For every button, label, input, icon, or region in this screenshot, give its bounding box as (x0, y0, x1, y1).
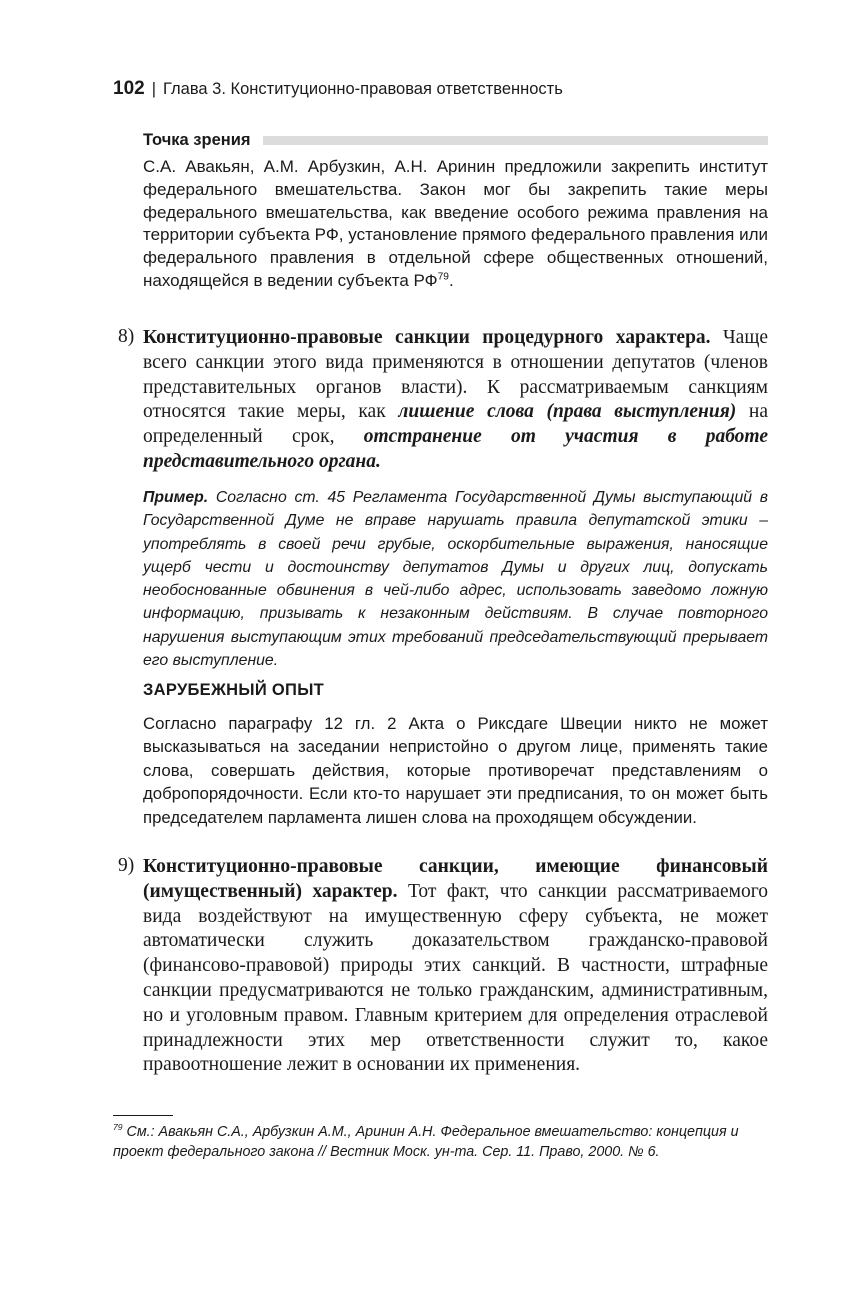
item-emphasis: лишение слова (права выступления) (398, 401, 737, 423)
viewpoint-body: С.А. Авакьян, А.М. Арбузкин, А.Н. Аринин предложили закрепить институт федерального вмешательства. Закон мог бы закрепить такие меры федерального вмешательства, как введение особого режима правления на территории субъекта РФ, установление прямого федерального правления или федерального правления в отдельной сфере общественных отношений, находящейся в ведении субъекта РФ (143, 157, 768, 290)
item-heading: Конституционно-правовые санкции, имеющие финансовый (имущественный) характер. (143, 856, 768, 902)
list-item-9 (118, 855, 768, 1078)
example-block (143, 486, 768, 672)
item-body (143, 326, 768, 475)
viewpoint-text (143, 156, 768, 293)
viewpoint-end: . (448, 270, 454, 290)
viewpoint-heading-row (143, 130, 768, 150)
header-separator: | (151, 80, 156, 98)
footnote-reference: 79 (437, 271, 449, 283)
item-body (143, 855, 768, 1078)
example-text: Согласно ст. 45 Регламента Государственной Думы выступающий в Государственной Думе не вправе нарушать правила депутатской этики – употреблять в своей речи грубые, оскорбительные выражения, наносящие ущерб чести и достоинству депутатов Думы и других лиц, допускать необоснованные обвинения в чей-либо адрес, использовать заведомо ложную информацию, призывать к незаконным действиям. В случае повторного нарушения выступающим этих требований председательствующий прерывает его выступление. (143, 489, 768, 670)
chapter-title: Глава 3. Конституционно-правовая ответственность (163, 80, 563, 98)
foreign-experience-title: ЗАРУБЕЖНЫЙ ОПЫТ (143, 681, 325, 699)
foreign-experience-text: Согласно параграфу 12 гл. 2 Акта о Риксдаге Швеции никто не может высказываться на заседании непристойно о другом лице, применять такие слова, совершать действия, которые противоречат представлениям о добропорядочности. Если кто-то нарушает эти предписания, то он может быть председателем парламента лишен слова на проходящем обсуждении. (143, 714, 768, 827)
item-text: Тот факт, что санкции рассматриваемого вида воздействуют на имущественную сферу субъекта, не может автоматически служить доказательством гражданско-правовой (финансово-правовой) природы этих санкций. В частности, штрафные санкции предусматриваются не только гражданским, административным, но и уголовным правом. Главным критерием для определения отраслевой принадлежности этих мер ответственности служит то, какое правоотношение лежит в основании их применения. (143, 880, 768, 1076)
footnote-marker: 79 (113, 1122, 123, 1133)
running-header (113, 78, 563, 100)
item-text: на определенный срок, (143, 401, 769, 448)
viewpoint-title-bar (263, 136, 769, 145)
page-number: 102 (113, 78, 145, 99)
item-emphasis: отстранение от участия в работе представительного органа. (143, 426, 768, 472)
item-heading: Конституционно-правовые санкции процедурного характера. (143, 327, 711, 348)
footnote-divider (113, 1115, 173, 1116)
item-number: 9) (118, 855, 135, 876)
item-text: Чаще всего санкции этого вида применяются в отношении депутатов (членов представительных органов власти). К рассматриваемым санкциям относятся такие меры, как (143, 327, 769, 423)
list-item-8 (118, 326, 768, 475)
footnote-text: См.: Авакьян С.А., Арбузкин А.М., Аринин А.Н. Федеральное вмешательство: концепция и проект федерального закона // Вестник Моск. ун-та. Сер. 11. Право, 2000. № 6. (113, 1124, 739, 1160)
example-label: Пример. (143, 489, 209, 506)
viewpoint-title: Точка зрения (143, 130, 251, 149)
footnote (113, 1122, 768, 1162)
item-number: 8) (118, 326, 135, 347)
